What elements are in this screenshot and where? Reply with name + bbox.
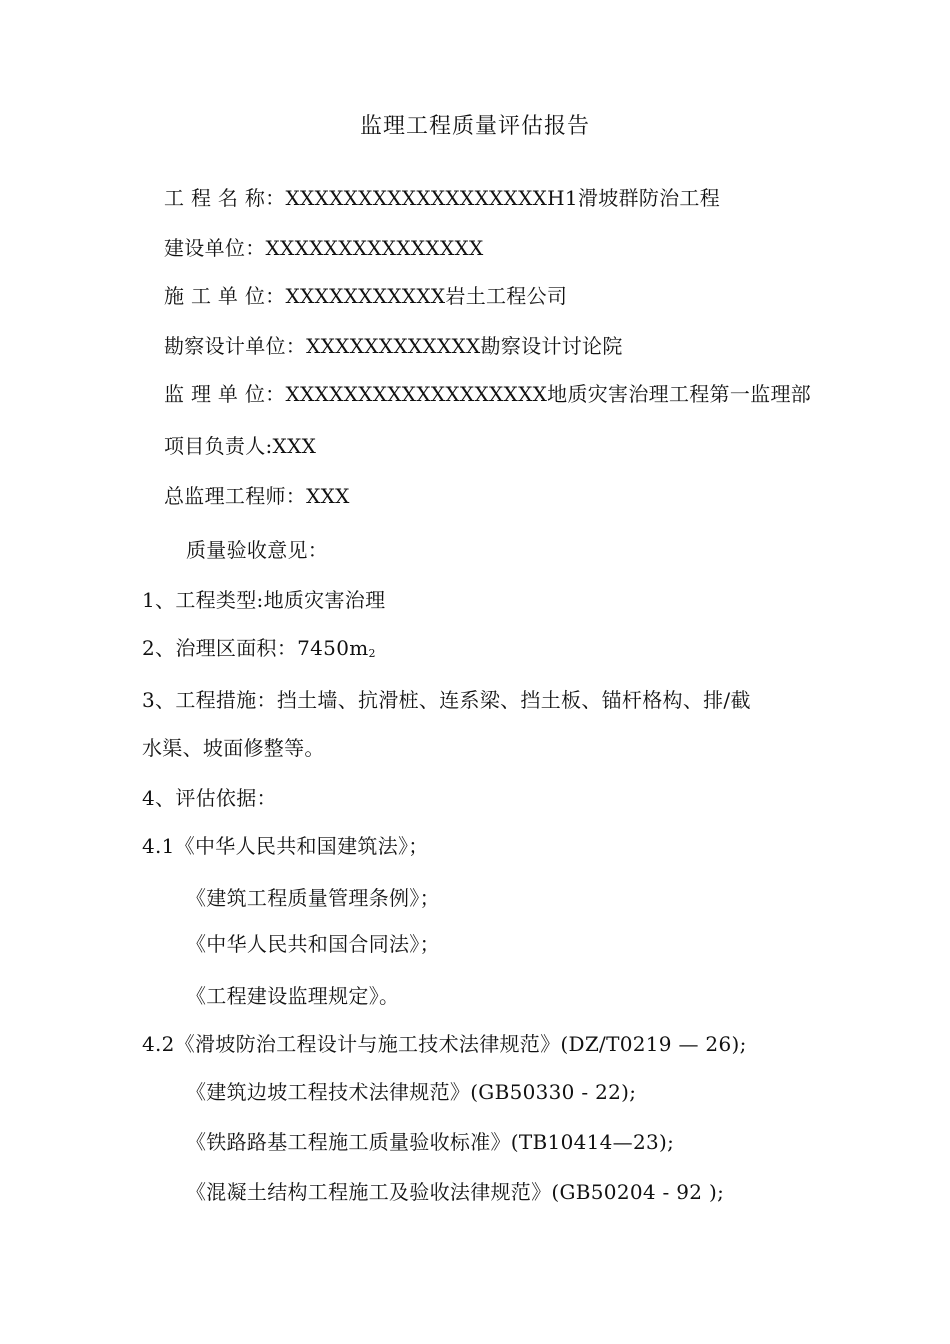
item-measures-line2: 水渠、坡面修整等。 [142,736,325,760]
item-area-text: 2、治理区面积：7450m [142,636,369,660]
opinion-heading: 质量验收意见： [186,538,329,562]
chief-engineer: 总监理工程师：XXX [164,484,350,508]
project-name: 工 程 名 称：XXXXXXXXXXXXXXXXXXH1滑坡群防治工程 [164,186,721,210]
basis-4-1: 4.1《中华人民共和国建筑法》； [142,834,429,858]
basis-4-1-b: 《建筑工程质量管理条例》； [186,886,440,910]
page-title: 监理工程质量评估报告 [359,114,590,139]
basis-4-2: 4.2《滑坡防治工程设计与施工技术法律规范》(DZ/T0219 — 26); [142,1032,747,1056]
item-project-type: 1、工程类型:地质灾害治理 [142,588,386,612]
builder-unit: 建设单位：XXXXXXXXXXXXXXX [164,236,484,260]
item-area [142,636,376,666]
basis-4-1-d: 《工程建设监理规定》。 [186,984,400,1008]
item-measures-line1: 3、工程措施：挡土墙、抗滑桩、连系梁、挡土板、锚杆格构、排/截 [142,688,751,712]
construction-unit: 施 工 单 位：XXXXXXXXXXX岩土工程公司 [164,284,568,308]
basis-4-2-c: 《铁路路基工程施工质量验收标准》(TB10414—23); [186,1130,675,1154]
supervision-unit: 监 理 单 位：XXXXXXXXXXXXXXXXXX地质灾害治理工程第一监理部 [164,382,812,406]
basis-4-2-b: 《建筑边坡工程技术法律规范》(GB50330 - 22); [186,1080,637,1104]
item-basis: 4、评估依据： [142,786,277,810]
item-area-unit-exponent: 2 [368,647,376,660]
basis-4-2-d: 《混凝土结构工程施工及验收法律规范》(GB50204 - 92 ); [186,1180,725,1204]
basis-4-1-c: 《中华人民共和国合同法》； [186,932,440,956]
survey-design-unit: 勘察设计单位：XXXXXXXXXXXX勘察设计讨论院 [164,334,623,358]
project-lead: 项目负责人:XXX [164,434,317,458]
